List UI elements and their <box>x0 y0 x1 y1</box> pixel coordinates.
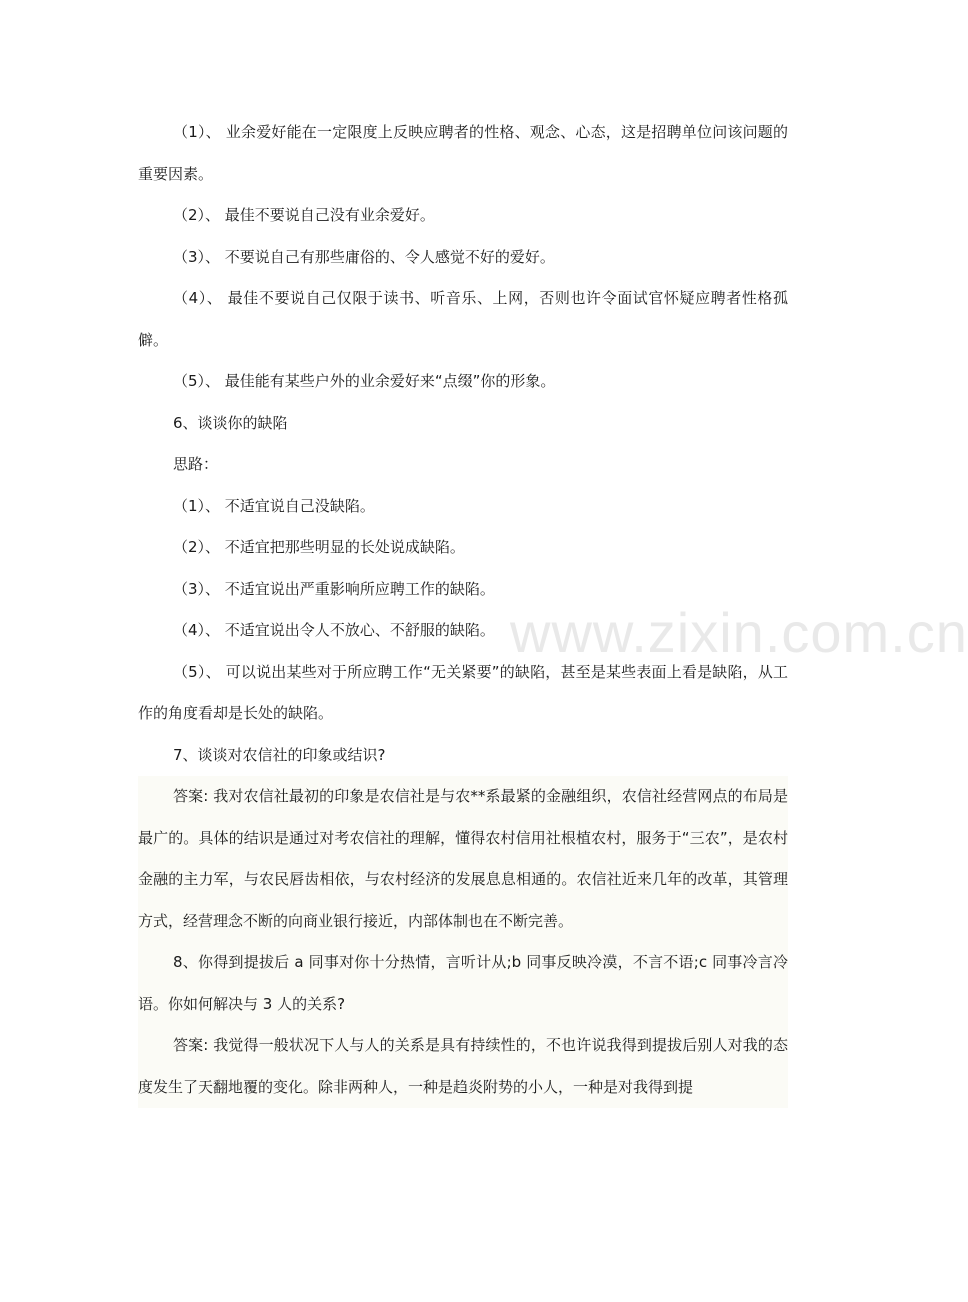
watermark: www.zixin.com.cn <box>510 601 968 664</box>
question-7-heading: 7、谈谈对农信社的印象或结识? <box>173 745 386 764</box>
paragraph-weakness-point-3: （3）、 不适宜说出严重影响所应聘工作的缺陷。 <box>173 579 495 598</box>
answer-8: 答案: 我觉得一般状况下人与人的关系是具有持续性的，不也许说我得到提拔后别人对我的态度发生了天翻地覆的变化。除非两种人，一种是趋炎附势的小人，一种是对我得到提 <box>138 1025 788 1108</box>
paragraph-hobby-point-1: （1）、 业余爱好能在一定限度上反映应聘者的性格、观念、心态，这是招聘单位问该问题的重要因素。 <box>138 123 788 183</box>
paragraph-hobby-point-5: （5）、 最佳能有某些户外的业余爱好来“点缀”你的形象。 <box>173 372 556 390</box>
paragraph-weakness-point-1: （1）、 不适宜说自己没缺陷。 <box>173 496 375 515</box>
paragraph-hobby-point-2: （2）、 最佳不要说自己没有业余爱好。 <box>173 206 435 224</box>
question-8-heading: 8、你得到提拔后 a 同事对你十分热情，言听计从;b 同事反映冷漠，不言不语;c 同事冷言冷语。你如何解决与 3 人的关系? <box>138 942 788 1025</box>
paragraph-hobby-point-3: （3）、 不要说自己有那些庸俗的、令人感觉不好的爱好。 <box>173 247 555 266</box>
paragraph-weakness-point-5: （5）、 可以说出某些对于所应聘工作“无关紧要”的缺陷，甚至是某些表面上看是缺陷，从工作的角度看却是长处的缺陷。 <box>138 662 788 722</box>
paragraph-hobby-point-4: （4）、 最佳不要说自己仅限于读书、听音乐、上网，否则也许令面试官怀疑应聘者性格孤僻。 <box>138 289 788 349</box>
paragraph-weakness-point-4: （4）、 不适宜说出令人不放心、不舒服的缺陷。 <box>173 621 495 639</box>
paragraph-weakness-point-2: （2）、 不适宜把那些明显的长处说成缺陷。 <box>173 538 465 556</box>
question-6-heading: 6、谈谈你的缺陷 <box>173 413 288 432</box>
approach-label: 思路： <box>173 455 219 473</box>
answer-7: 答案: 我对农信社最初的印象是农信社是与农**系最紧的金融组织，农信社经营网点的布局是最广的。具体的结识是通过对考农信社的理解，懂得农村信用社根植农村，服务于“三农”，是农村金融的主力军，与农民唇齿相依，与农村经济的发展息息相通的。农信社近来几年的改革，其管理方式，经营理念不断的向商业银行接近，内部体制也在不断完善。 <box>138 776 788 942</box>
document-body <box>138 112 788 1108</box>
